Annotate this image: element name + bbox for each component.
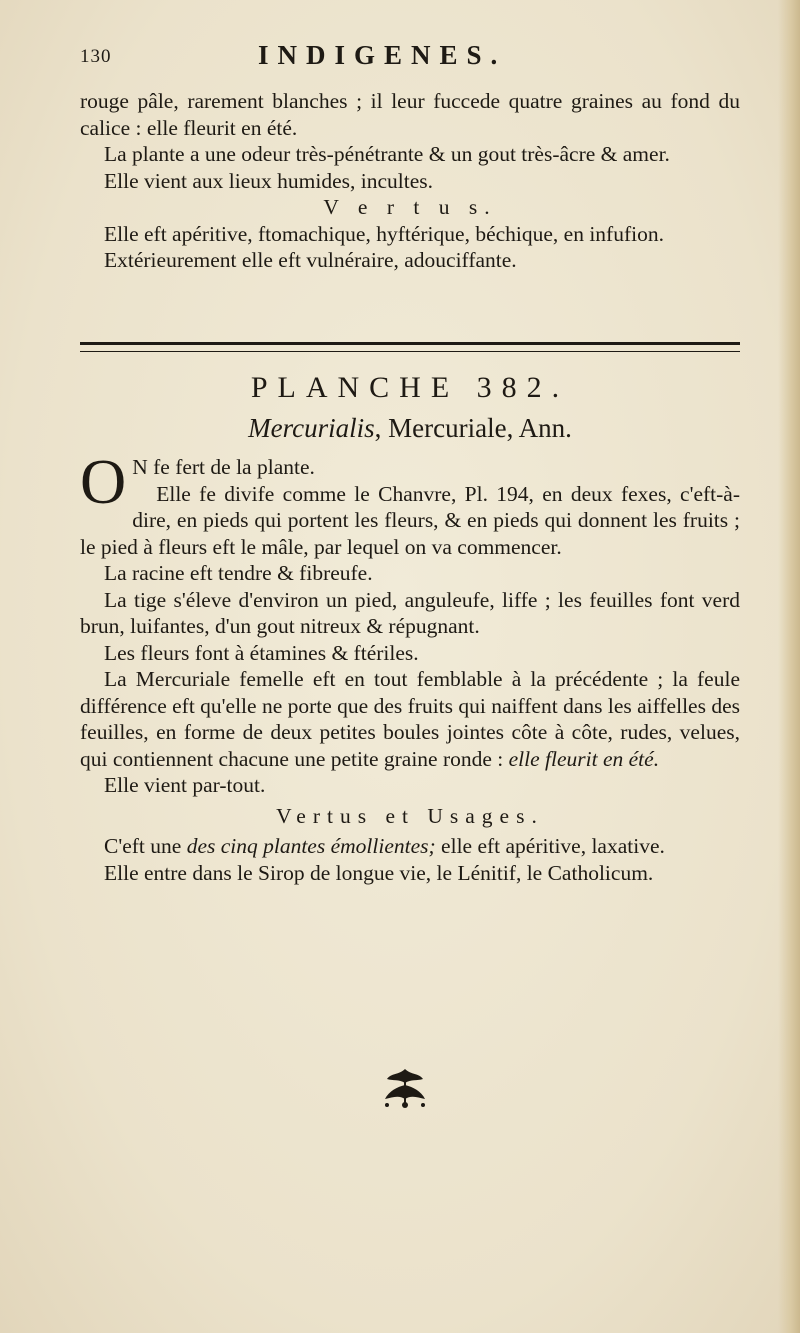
usages-heading: Vertus et Usages.: [276, 803, 544, 828]
paragraph-sexes: Elle fe divife comme le Chanvre, Pl. 194, en deux fexes, c'eft-à-dire, en pieds qui portent les fleurs, & en pieds qui donnent les fruits ; le pied à fleurs eft le mâle, par lequel on va commencer.: [80, 481, 740, 559]
section-divider: [80, 342, 740, 352]
usages-a: C'eft une: [104, 834, 182, 858]
exterieur-text: Extérieurement elle eft vulnéraire, adouciffante.: [104, 248, 517, 272]
plate-section: [80, 368, 740, 886]
plate-subtitle: [80, 408, 740, 448]
paragraph-tige: La tige s'éleve d'environ un pied, anguleufe, liffe ; les feuilles font verd brun, luifantes, d'un gout nitreux & répugnant.: [80, 587, 740, 638]
femelle-text: La Mercuriale femelle eft en tout femblable à la précédente ; la feule différence eft qu'elle ne porte que des fruits qui naiffent dans les aiffelles des feuilles, en forme de deux petites boules jointes côte à côte, rudes, velues, qui contiennent chacune une petite graine ronde :: [80, 667, 740, 771]
page-edge-shadow: [778, 0, 800, 1333]
paragraph-femelle: [80, 666, 740, 772]
running-title: INDIGENES.: [258, 40, 507, 70]
top-section: [80, 88, 740, 274]
femelle-fleurit: elle fleurit en été.: [508, 746, 660, 771]
odeur-line: La plante a une odeur très-pénétrante & un gout très-âcre & amer.: [104, 142, 670, 166]
fleuron-ornament-icon: [377, 1065, 433, 1111]
line-continuation: [80, 88, 740, 141]
drop-cap: O: [80, 446, 127, 517]
usages-b: des cinq plantes émollientes;: [186, 834, 436, 858]
paragraph-sirop: Elle entre dans le Sirop de longue vie, le Lénitif, le Catholicum.: [104, 860, 654, 885]
page-number: 130: [80, 46, 112, 67]
intro-rest: N fe fert de la plante.: [132, 455, 315, 479]
paragraph-fleurs: Les fleurs font à étamines & ftériles.: [104, 640, 419, 665]
paragraph-usages: [80, 833, 740, 860]
paragraph-habitat: Elle vient par-tout.: [104, 773, 266, 797]
plate-title: PLANCHE 382.: [250, 371, 570, 404]
latin-name: Mercurialis: [248, 413, 375, 443]
paragraph-racine: La racine eft tendre & fibreufe.: [104, 561, 373, 585]
usages-c: elle eft apéritive, laxative.: [441, 834, 665, 858]
habitat-line: Elle vient aux lieux humides, incultes.: [104, 168, 433, 193]
vertus-heading: V e r t u s.: [323, 195, 497, 219]
continuation-text: rouge pâle, rarement blanches ; il leur fuccede quatre graines au fond du calice : elle fleurit en été.: [80, 89, 740, 140]
vertus-text: Elle eft apéritive, ftomachique, hyftérique, béchique, en infufion.: [104, 221, 664, 246]
french-name: , Mercuriale, Ann.: [374, 413, 572, 443]
intro-paragraph: [80, 446, 740, 517]
running-head: [80, 40, 740, 74]
